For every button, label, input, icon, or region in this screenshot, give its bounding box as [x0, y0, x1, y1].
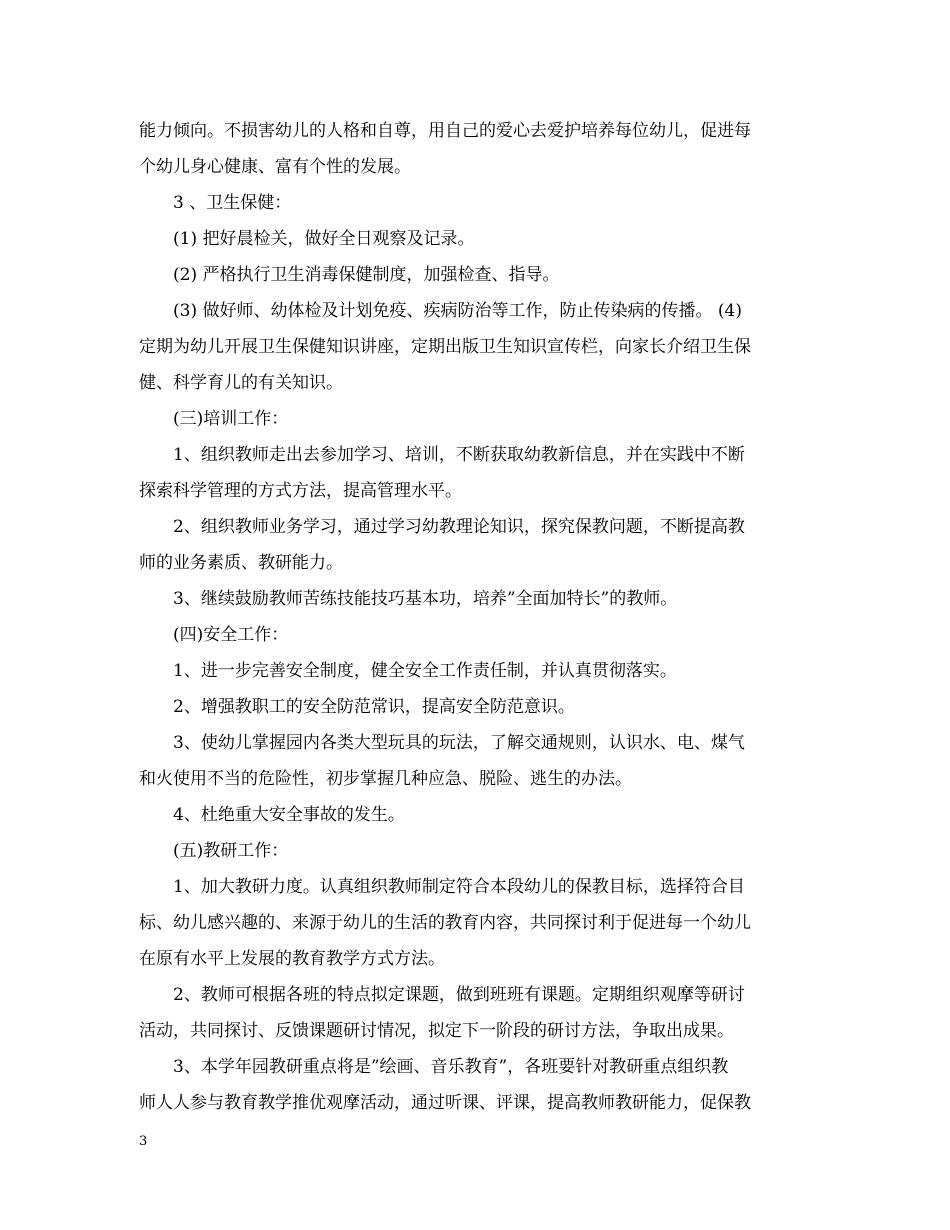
text-line: 和火使用不当的危险性，初步掌握几种应急、脱险、逃生的办法。	[139, 769, 632, 789]
text-line: 个幼儿身心健康、富有个性的发展。	[139, 157, 411, 177]
text-line: 定期为幼儿开展卫生保健知识讲座，定期出版卫生知识宣传栏，向家长介绍卫生保	[139, 337, 751, 357]
document-body	[139, 113, 811, 1121]
page-number: 3	[139, 1134, 148, 1149]
text-line: 在原有水平上发展的教育教学方式方法。	[139, 949, 445, 969]
text-line: 能力倾向。不损害幼儿的人格和自尊，用自己的爱心去爱护培养每位幼儿，促进每	[139, 121, 751, 141]
text-line: 师人人参与教育教学推优观摩活动，通过听课、评课，提高教师教研能力，促保教	[139, 1093, 751, 1113]
text-line: 活动，共同探讨、反馈课题研讨情况，拟定下一阶段的研讨方法，争取出成果。	[139, 1021, 734, 1041]
list-item: 2、教师可根据各班的特点拟定课题，做到班班有课题。定期组织观摩等研讨	[173, 985, 745, 1005]
text-line: 师的业务素质、教研能力。	[139, 553, 343, 573]
list-item: (3) 做好师、幼体检及计划免疫、疾病防治等工作，防止传染病的传播。 (4)	[173, 301, 742, 321]
list-item: 3、继续鼓励教师苦练技能技巧基本功，培养”全面加特长”的教师。	[173, 589, 678, 609]
list-item: 3、使幼儿掌握园内各类大型玩具的玩法，了解交通规则，认识水、电、煤气	[173, 733, 745, 753]
list-item: 1、进一步完善安全制度，健全安全工作责任制，并认真贯彻落实。	[173, 661, 677, 681]
list-item: 2、组织教师业务学习，通过学习幼教理论知识，探究保教问题，不断提高教	[173, 517, 745, 537]
list-item: (1) 把好晨检关，做好全日观察及记录。	[173, 229, 475, 249]
text-line: 探索科学管理的方式方法，提高管理水平。	[139, 481, 462, 501]
text-line: 健、科学育儿的有关知识。	[139, 373, 343, 393]
list-item: 3、本学年园教研重点将是”绘画、音乐教育”，各班要针对教研重点组织教	[173, 1057, 729, 1077]
section-heading: (四)安全工作：	[173, 625, 289, 645]
list-item: (2) 严格执行卫生消毒保健制度，加强检查、指导。	[173, 265, 560, 285]
list-item: 4、杜绝重大安全事故的发生。	[173, 805, 405, 825]
list-item: 1、加大教研力度。认真组织教师制定符合本段幼儿的保教目标，选择符合目	[173, 877, 745, 897]
list-item: 2、增强教职工的安全防范常识，提高安全防范意识。	[173, 697, 575, 717]
section-heading: 3 、卫生保健：	[173, 193, 292, 213]
text-line: 标、幼儿感兴趣的、来源于幼儿的生活的教育内容，共同探讨利于促进每一个幼儿	[139, 913, 751, 933]
section-heading: (三)培训工作：	[173, 409, 289, 429]
section-heading: (五)教研工作：	[173, 841, 289, 861]
list-item: 1、组织教师走出去参加学习、培训，不断获取幼教新信息，并在实践中不断	[173, 445, 745, 465]
